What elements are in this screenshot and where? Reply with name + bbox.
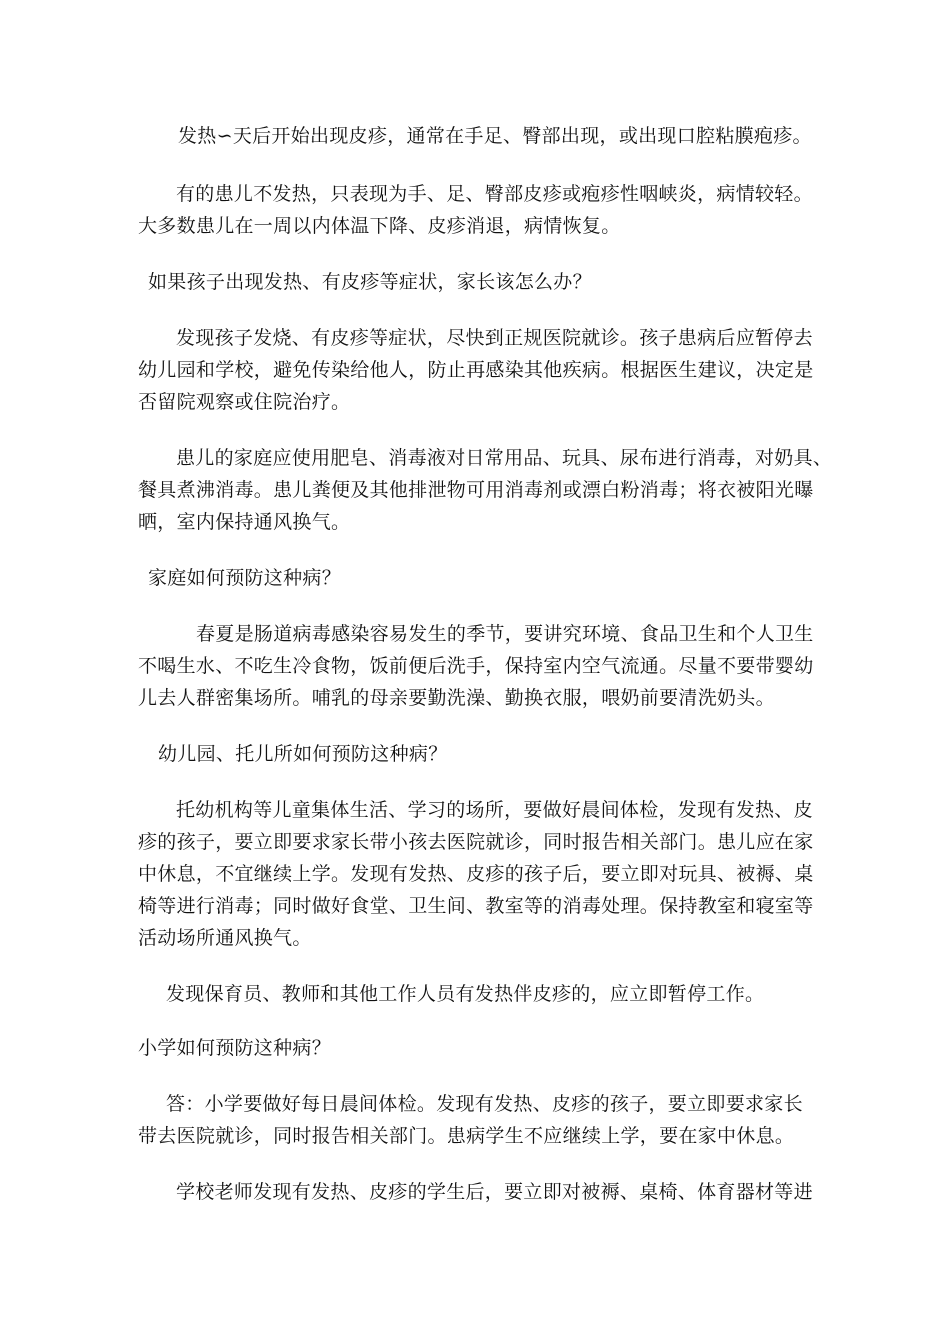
- paragraph-1-line-1: 大多数患儿在一周以内体温下降、皮疹消退，病情恢复。: [138, 215, 621, 237]
- paragraph-8-line-3: 椅等进行消毒；同时做好食堂、卫生间、教室等的消毒处理。保持教室和寝室等: [138, 895, 814, 917]
- paragraph-6-line-1: 不喝生水、不吃生冷食物，饭前便后洗手，保持室内空气流通。尽量不要带婴幼: [138, 655, 814, 677]
- paragraph-3-line-1: 幼儿园和学校，避免传染给他人，防止再感染其他疾病。根据医生建议，决定是: [138, 359, 814, 381]
- paragraph-4-line-0: 患儿的家庭应使用肥皂、消毒液对日常用品、玩具、尿布进行消毒，对奶具、: [176, 447, 833, 469]
- paragraph-8-line-2: 中休息，不宜继续上学。发现有发热、皮疹的孩子后，要立即对玩具、被褥、桌: [138, 863, 814, 885]
- paragraph-0-line-0: 发热∽天后开始出现皮疹，通常在手足、臀部出现，或出现口腔粘膜疱疹。: [178, 125, 812, 147]
- paragraph-8-line-0: 托幼机构等儿童集体生活、学习的场所，要做好晨间体检，发现有发热、皮: [176, 799, 813, 821]
- paragraph-3-line-0: 发现孩子发烧、有皮疹等症状，尽快到正规医院就诊。孩子患病后应暂停去: [176, 327, 813, 349]
- paragraph-11-line-0: 答：小学要做好每日晨间体检。发现有发热、皮疹的孩子，要立即要求家长: [166, 1093, 803, 1115]
- paragraph-11-line-1: 带去医院就诊，同时报告相关部门。患病学生不应继续上学，要在家中休息。: [138, 1125, 795, 1147]
- paragraph-4-line-2: 晒，室内保持通风换气。: [138, 511, 351, 533]
- paragraph-8-line-1: 疹的孩子，要立即要求家长带小孩去医院就诊，同时报告相关部门。患儿应在家: [138, 831, 814, 853]
- question-heading: 幼儿园、托儿所如何预防这种病？: [158, 743, 448, 765]
- paragraph-4-line-1: 餐具煮沸消毒。患儿粪便及其他排泄物可用消毒剂或漂白粉消毒；将衣被阳光曝: [138, 479, 814, 501]
- question-heading: 小学如何预防这种病？: [138, 1037, 332, 1059]
- paragraph-1-line-0: 有的患儿不发热，只表现为手、足、臀部皮疹或疱疹性咽峡炎，病情较轻。: [176, 183, 813, 205]
- question-heading: 如果孩子出现发热、有皮疹等症状，家长该怎么办？: [148, 271, 592, 293]
- paragraph-8-line-4: 活动场所通风换气。: [138, 927, 312, 949]
- paragraph-3-line-2: 否留院观察或住院治疗。: [138, 391, 351, 413]
- paragraph-6-line-0: 春夏是肠道病毒感染容易发生的季节，要讲究环境、食品卫生和个人卫生: [196, 623, 814, 645]
- paragraph-9-line-0: 发现保育员、教师和其他工作人员有发热伴皮疹的，应立即暂停工作。: [166, 983, 765, 1005]
- question-heading: 家庭如何预防这种病？: [148, 567, 342, 589]
- paragraph-12-line-0: 学校老师发现有发热、皮疹的学生后，要立即对被褥、桌椅、体育器材等进: [176, 1181, 813, 1203]
- paragraph-6-line-2: 儿去人群密集场所。哺乳的母亲要勤洗澡、勤换衣服，喂奶前要清洗奶头。: [138, 687, 775, 709]
